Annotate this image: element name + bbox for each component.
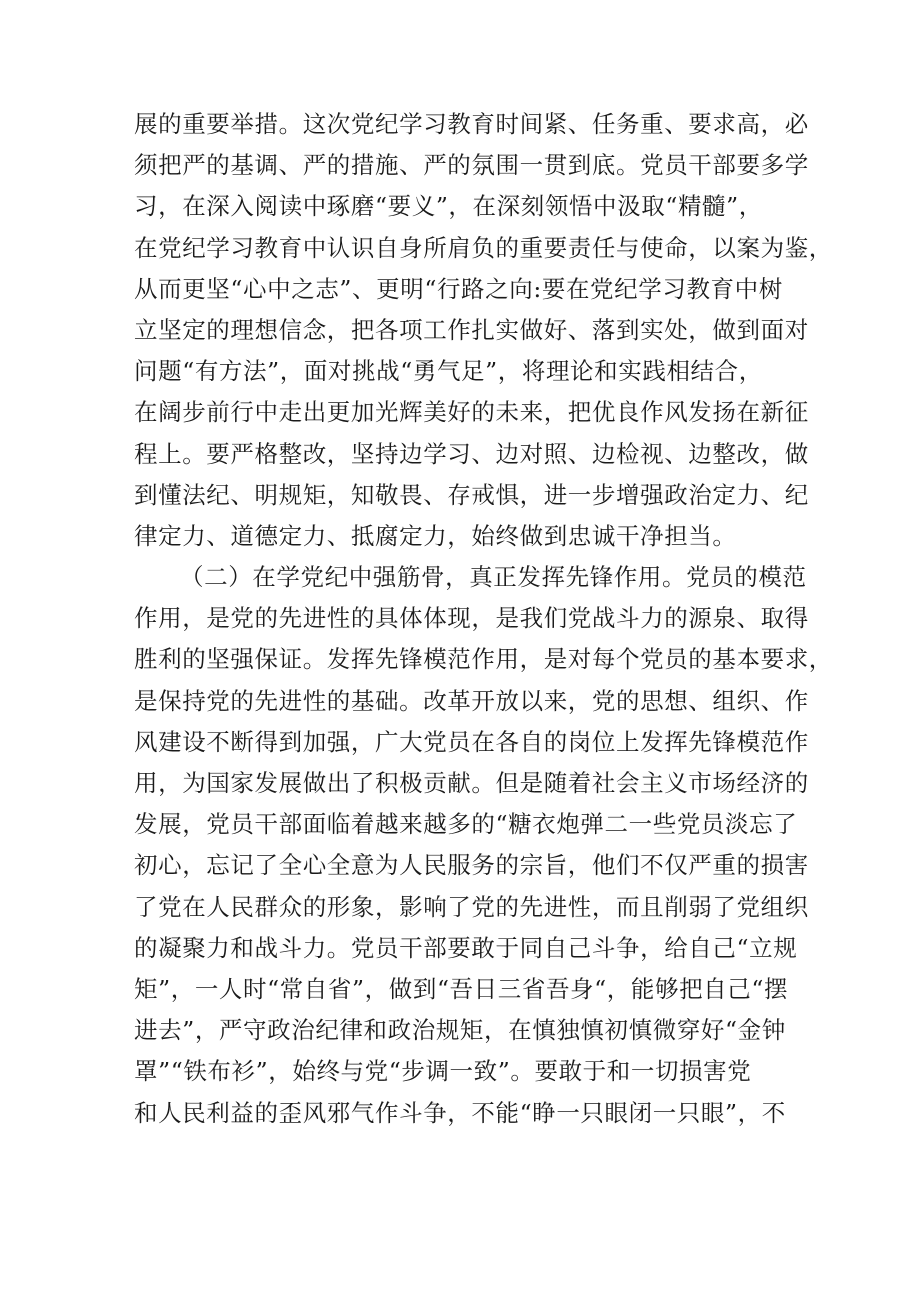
text-line: 风建设不断得到加强，广大党员在各自的岗位上发挥先锋模范作 (134, 727, 809, 756)
text-line: 进去”，严守政治纪律和政治规矩，在慎独慎初慎微穿好“金钟 (134, 1016, 786, 1045)
text-line: 问题“有方法”，面对挑战“勇气足”，将理论和实践相结合， (134, 357, 763, 386)
body-text (134, 104, 833, 1134)
text-line: 了党在人民群众的形象，影响了党的先进性，而且削弱了党组织 (134, 892, 809, 921)
text-line: 矩”，一人时“常自省”，做到“吾日三省吾身“，能够把自己“摆 (134, 974, 789, 1003)
text-line: 的凝聚力和战斗力。党员干部要敢于同自己斗争，给自己“立规 (134, 933, 798, 962)
text-line: 立坚定的理想信念，把各项工作扎实做好、落到实处，做到面对 (134, 315, 809, 344)
text-line: 初心，忘记了全心全意为人民服务的宗旨，他们不仅严重的损害 (134, 851, 809, 880)
text-line: 在阔步前行中走出更加光辉美好的未来，把优良作风发扬在新征 (134, 398, 809, 427)
text-line: 程上。要严格整改，坚持边学习、边对照、边检视、边整改，做 (134, 439, 809, 468)
text-line: 展的重要举措。这次党纪学习教育时间紧、任务重、要求高，必 (134, 110, 809, 138)
text-line: 到懂法纪、明规矩，知敬畏、存戒惧，进一步增强政治定力、纪 (134, 480, 809, 509)
text-line: 用，为国家发展做出了积极贡献。但是随着社会主义市场经济的 (134, 769, 809, 797)
text-line: 罩”“铁布衫”，始终与党“步调一致”。要敢于和一切损害党 (134, 1057, 752, 1086)
text-line: 在党纪学习教育中认识自身所肩负的重要责任与使命，以案为鉴， (134, 233, 833, 262)
text-line: 胜利的坚强保证。发挥先锋模范作用，是对每个党员的基本要求， (134, 645, 833, 674)
section-heading-line: （二）在学党纪中强筋骨，真正发挥先锋作用。党员的模范 (180, 563, 807, 592)
text-line: 和人民利益的歪风邪气作斗争，不能“睁一只眼闭一只眼”，不 (134, 1098, 786, 1127)
text-line: 是保持党的先进性的基础。改革开放以来，党的思想、组织、作 (134, 686, 809, 715)
text-line: 发展，党员干部面临着越来越多的“糖衣炮弹二一些党员淡忘了 (134, 810, 798, 839)
text-line: 习，在深入阅读中琢磨“要义”，在深刻领悟中汲取“精髓”， (134, 192, 763, 221)
text-line: 从而更坚“心中之志”、更明“行路之向:要在党纪学习教育中树 (134, 274, 783, 303)
text-line: 须把严的基调、严的措施、严的氛围一贯到底。党员干部要多学 (134, 151, 809, 180)
text-line: 律定力、道德定力、抵腐定力，始终做到忠诚干净担当。 (134, 521, 737, 550)
text-line: 作用，是党的先进性的具体体现，是我们党战斗力的源泉、取得 (134, 604, 809, 633)
